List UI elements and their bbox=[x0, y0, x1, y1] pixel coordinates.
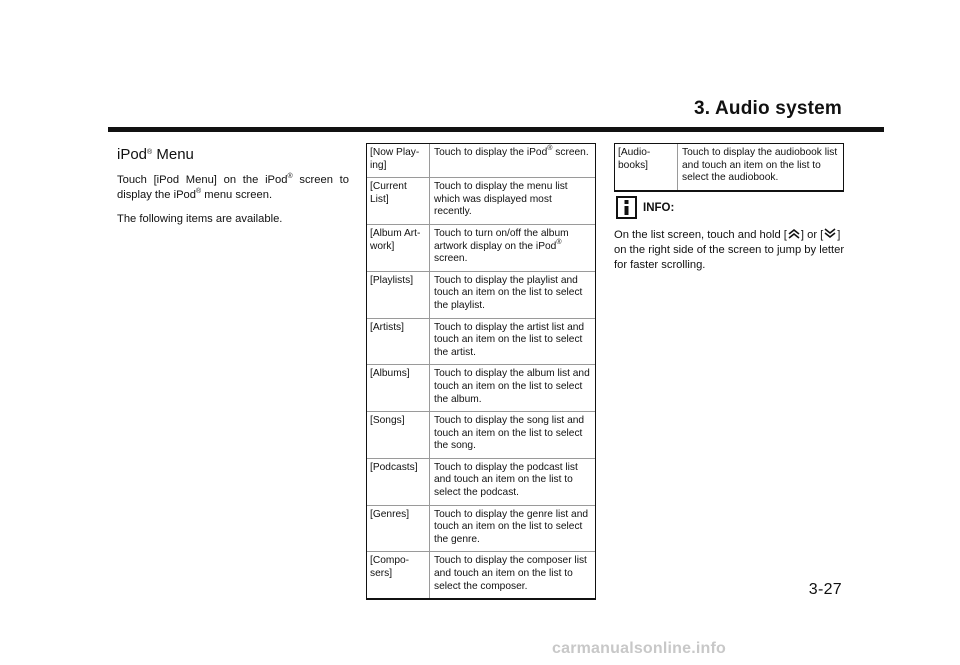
info-text: On the list screen, touch and hold [ ] or [ ] on the right side of the screen to jump by letter for faster scrolling. bbox=[614, 229, 845, 271]
item-term: [Album Art-work] bbox=[367, 225, 430, 271]
section-column bbox=[117, 146, 349, 237]
menu-items-table bbox=[366, 143, 596, 600]
table-row bbox=[367, 178, 595, 225]
item-description: Touch to display the album list and touch an item on the list to select the album. bbox=[434, 368, 590, 405]
item-description: Touch to display the audiobook list and touch an item on the list to select the audiobook. bbox=[682, 147, 838, 184]
chapter-title: 3. Audio system bbox=[693, 98, 842, 119]
table-row bbox=[367, 459, 595, 506]
item-description: Touch to display the iPod® screen. bbox=[434, 145, 589, 158]
item-term: [Albums] bbox=[367, 365, 430, 411]
table-row bbox=[367, 225, 595, 272]
item-term: [Now Play-ing] bbox=[367, 144, 430, 177]
section-title: iPod® Menu bbox=[117, 146, 194, 163]
table-row bbox=[367, 144, 595, 178]
item-term: [Artists] bbox=[367, 319, 430, 365]
intro-paragraph: Touch [iPod Menu] on the iPod® screen to display the iPod® menu screen. bbox=[117, 173, 349, 201]
table-row bbox=[367, 272, 595, 319]
audiobooks-table bbox=[614, 143, 844, 192]
info-note bbox=[614, 196, 846, 272]
item-term: [Current List] bbox=[367, 178, 430, 224]
page-number: 3-27 bbox=[808, 581, 842, 598]
info-header bbox=[616, 196, 846, 219]
info-icon bbox=[616, 196, 637, 219]
item-description: Touch to display the song list and touch an item on the list to select the song. bbox=[434, 415, 585, 452]
table-row bbox=[615, 144, 843, 190]
item-description: Touch to display the playlist and touch an item on the list to select the playlist. bbox=[434, 274, 583, 311]
item-description: Touch to display the podcast list and touch an item on the list to select the podcast. bbox=[434, 461, 578, 499]
table-row bbox=[367, 319, 595, 366]
item-description: Touch to display the composer list and touch an item on the list to select the composer. bbox=[434, 555, 587, 592]
watermark: carmanualsonline.info bbox=[552, 640, 727, 657]
item-term: [Podcasts] bbox=[367, 459, 430, 505]
items-intro: The following items are available. bbox=[117, 213, 283, 225]
table-row bbox=[367, 552, 595, 598]
item-term: [Playlists] bbox=[367, 272, 430, 318]
table-row bbox=[367, 365, 595, 412]
item-term: [Audio-books] bbox=[615, 144, 678, 190]
item-description: Touch to display the genre list and touch an item on the list to select the genre. bbox=[434, 508, 589, 545]
header-rule bbox=[108, 127, 884, 132]
item-description: Touch to display the artist list and touch an item on the list to select the artist. bbox=[434, 321, 585, 358]
item-term: [Compo-sers] bbox=[367, 552, 430, 598]
item-term: [Genres] bbox=[367, 506, 430, 552]
table-row bbox=[367, 412, 595, 459]
table-row bbox=[367, 506, 595, 553]
double-chevron-up-icon bbox=[787, 228, 801, 239]
info-label: INFO: bbox=[643, 201, 675, 214]
item-description: Touch to turn on/off the album artwork display on the iPod® screen. bbox=[434, 227, 569, 265]
double-chevron-down-icon bbox=[823, 228, 837, 239]
item-description: Touch to display the menu list which was displayed most recently. bbox=[434, 181, 568, 218]
item-term: [Songs] bbox=[367, 412, 430, 458]
